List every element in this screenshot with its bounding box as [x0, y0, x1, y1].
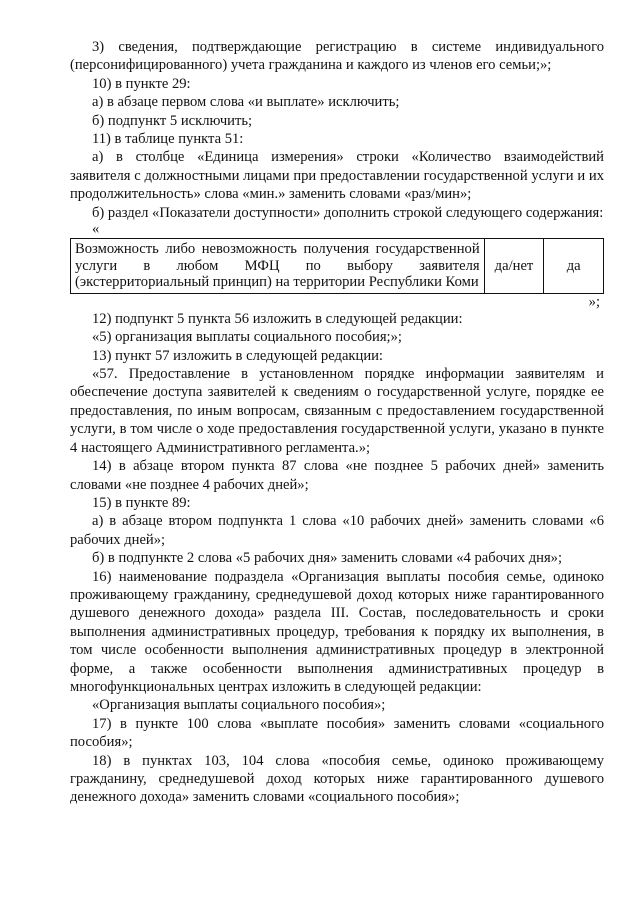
paragraph-point-13: 13) пункт 57 изложить в следующей редакции:: [92, 347, 383, 364]
paragraph-point-10a: а) в абзаце первом слова «и выплате» исключить;: [92, 94, 400, 111]
table-row: [71, 239, 604, 294]
paragraph-point-17: 17) в пункте 100 слова «выплате пособия» заменить словами «социального пособия»;: [70, 715, 604, 751]
table-cell-value: да: [544, 239, 604, 294]
quote-close-mark: »;: [588, 293, 600, 310]
table-cell-unit: да/нет: [484, 239, 544, 294]
paragraph-point-10b: б) подпункт 5 исключить;: [92, 112, 253, 129]
paragraph-point-12-text: «5) организация выплаты социального пособия;»;: [92, 329, 402, 346]
inserted-row-table: [70, 238, 604, 294]
paragraph-point-14: 14) в абзаце втором пункта 87 слова «не позднее 5 рабочих дней» заменить словами «не позднее 4 рабочих дней»;: [70, 458, 604, 493]
paragraph-point-10: 10) в пункте 29:: [92, 75, 191, 92]
document-page: [70, 38, 604, 807]
paragraph-point-11: 11) в таблице пункта 51:: [92, 131, 244, 148]
paragraph-point-15: 15) в пункте 89:: [92, 494, 191, 511]
table-cell-description: Возможность либо невозможность получения государственной услуги в любом МФЦ по выбору заявителя (экстерриториальный принцип) на территории Республики Коми: [71, 239, 485, 294]
paragraph-point-16: 16) наименование подраздела «Организация выплаты пособия семье, одиноко проживающему гражданину, среднедушевой доход которых ниже гарантированного душевого денежного дохода» раздела III. Состав, последовательность и сроки выполнения административных процедур, требования к порядку их выполнения, в том числе особенности выполнения административных процедур в электронной форме, а также особенности выполнения административных процедур в многофункциональных центрах изложить в следующей редакции:: [70, 568, 604, 695]
paragraph-item-3-registration: 3) сведения, подтверждающие регистрацию в системе индивидуального (персонифицированного) учета гражданина и каждого из членов его семьи;»;: [70, 39, 604, 74]
paragraph-point-12: 12) подпункт 5 пункта 56 изложить в следующей редакции:: [92, 310, 463, 327]
paragraph-point-11b: б) раздел «Показатели доступности» дополнить строкой следующего содержания:: [92, 204, 604, 221]
paragraph-point-15b: б) в подпункте 2 слова «5 рабочих дня» заменить словами «4 рабочих дня»;: [92, 550, 563, 567]
quote-open-mark: «: [92, 221, 100, 238]
paragraph-point-13-text: «57. Предоставление в установленном порядке информации заявителям и обеспечение доступа заявителей к сведениям о государственной услуге, порядке ее предоставления, по иным вопросам, связанным с предоставлением государственной услуги, в том числе о ходе предоставления государственной услуги, указано в пункте 4 настоящего Административного регламента.»;: [70, 366, 604, 456]
paragraph-point-11a: а) в столбце «Единица измерения» строки «Количество взаимодействий заявителя с должностными лицами при предоставлении государственной услуги и их продолжительность» слова «мин.» заменить словами «раз/мин»;: [70, 149, 604, 203]
paragraph-point-15a: а) в абзаце втором подпункта 1 слова «10 рабочих дней» заменить словами «6 рабочих дней»;: [70, 513, 604, 548]
paragraph-point-18: 18) в пунктах 103, 104 слова «пособия семье, одиноко проживающему гражданину, среднедушевой доход которых ниже гарантированного душевого денежного дохода» заменить словами «социального пособия»;: [70, 752, 604, 806]
paragraph-point-16-text: «Организация выплаты социального пособия»;: [92, 697, 386, 714]
